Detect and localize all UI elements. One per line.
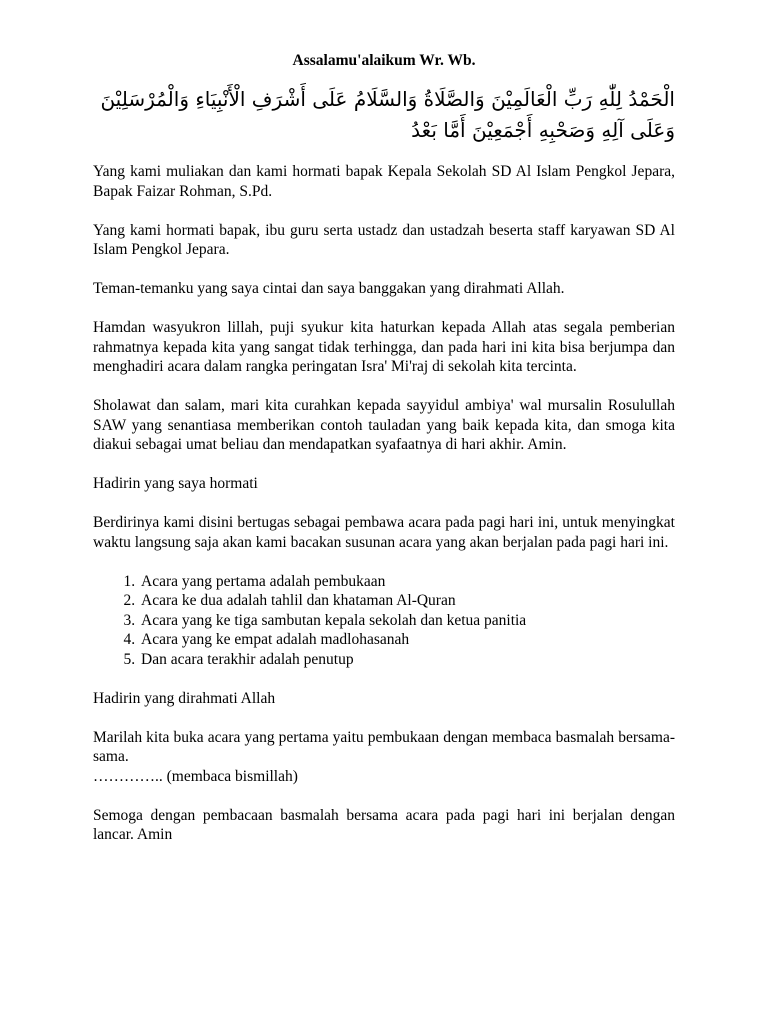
paragraph-gratitude: Hamdan wasyukron lillah, puji syukur kita haturkan kepada Allah atas segala pemberian rahmatnya kepada kita yang sangat tidak terhingga, dan pada hari ini kita bisa berjumpa dan menghadiri acara dalam rangka peringatan Isra' Mi'raj di sekolah kita tercinta. — [93, 319, 675, 375]
greeting-teachers: Yang kami hormati bapak, ibu guru serta ustadz dan ustadzah beserta staff karyawan SD Al Islam Pengkol Jepara. — [93, 221, 675, 258]
paragraph-opening: Marilah kita buka acara yang pertama yaitu pembukaan dengan membaca basmalah bersama-sama. — [93, 728, 675, 765]
document-body — [93, 162, 675, 864]
greeting-principal: Yang kami muliakan dan kami hormati bapak Kepala Sekolah SD Al Islam Pengkol Jepara, Bapak Faizar Rohman, S.Pd. — [93, 163, 675, 200]
arabic-opening-line-2: وَعَلَى آلِهِ وَصَحْبِهِ أَجْمَعِيْنَ أَمَّا بَعْدُ — [411, 118, 675, 142]
agenda-item: 3. Acara yang ke tiga sambutan kepala sekolah dan ketua panitia — [139, 611, 675, 631]
agenda-list — [93, 572, 675, 670]
agenda-item: 5. Dan acara terakhir adalah penutup — [139, 650, 675, 670]
agenda-item: 1. Acara yang pertama adalah pembukaan — [139, 572, 675, 592]
agenda-item: 4. Acara yang ke empat adalah madlohasanah — [139, 630, 675, 650]
bismillah-note: ………….. (membaca bismillah) — [93, 767, 298, 785]
address-audience-2: Hadirin yang dirahmati Allah — [93, 689, 276, 707]
page-title: Assalamu'alaikum Wr. Wb. — [292, 52, 476, 69]
agenda-item: 2. Acara ke dua adalah tahlil dan khataman Al-Quran — [139, 591, 675, 611]
greeting-friends: Teman-temanku yang saya cintai dan saya banggakan yang dirahmati Allah. — [93, 280, 565, 297]
address-audience-1: Hadirin yang saya hormati — [93, 475, 258, 492]
paragraph-closing: Semoga dengan pembacaan basmalah bersama acara pada pagi hari ini berjalan dengan lancar. Amin — [93, 806, 675, 843]
paragraph-introduction: Berdirinya kami disini bertugas sebagai pembawa acara pada pagi hari ini, untuk menyingkat waktu langsung saja akan kami bacakan susunan acara yang akan berjalan pada pagi hari ini. — [93, 514, 675, 551]
paragraph-sholawat: Sholawat dan salam, mari kita curahkan kepada sayyidul ambiya' wal mursalin Rosulullah SAW yang senantiasa memberikan contoh tauladan yang baik kepada kita, dan smoga kita diakui sebagai umat beliau dan mendapatkan syafaatnya di hari akhir. Amin. — [93, 397, 675, 453]
arabic-opening-line-1: الْحَمْدُ لِلّٰهِ رَبِّ الْعَالَمِيْنَ وَالصَّلَاةُ وَالسَّلَامُ عَلَى أَشْرَفِ الْأَنْبِيَاءِ وَالْمُرْسَلِيْنَ — [100, 87, 675, 111]
